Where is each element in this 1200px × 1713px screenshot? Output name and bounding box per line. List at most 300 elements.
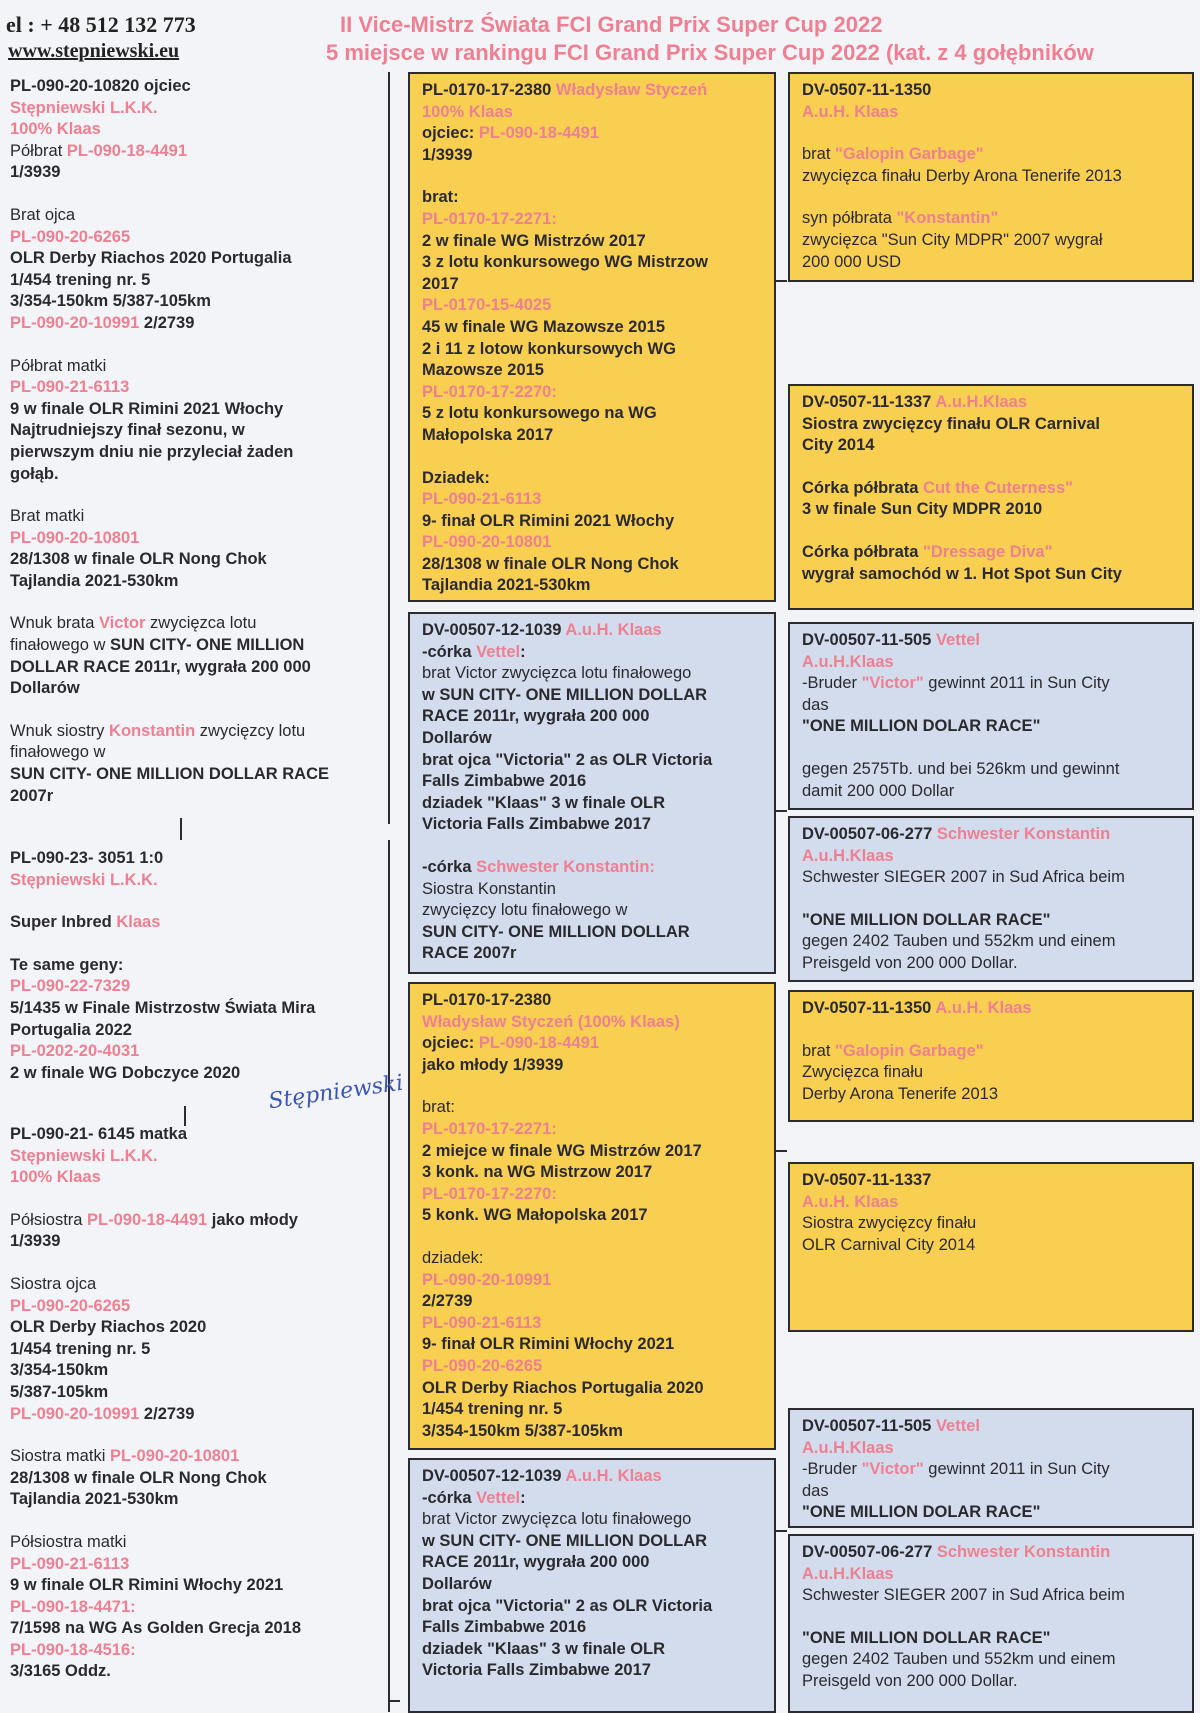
- card-line: [422, 360, 764, 382]
- line-text: Siostra ojca: [10, 1274, 97, 1293]
- line-text: das: [802, 1481, 829, 1500]
- line-text: Dziadek:: [422, 468, 490, 487]
- line-text: 7/1598 na WG As Golden Grecja 2018: [10, 1619, 302, 1638]
- card-line: [422, 663, 764, 685]
- card-line: [422, 1421, 764, 1443]
- card-line: [10, 1360, 388, 1382]
- card-line: [422, 1162, 764, 1184]
- card-line: [422, 1270, 764, 1292]
- card-line: [802, 1585, 1182, 1607]
- card-line: [802, 673, 1182, 695]
- connector-line: [390, 1700, 400, 1702]
- great-grandparent-card: [788, 384, 1194, 610]
- highlight-text: A.u.H.Klaas: [802, 846, 894, 865]
- highlight-text: PL-0202-20-4031: [10, 1042, 140, 1061]
- line-text: 9 w finale OLR Rimini Włochy 2021: [10, 1576, 284, 1595]
- great-grandparent-card: [788, 816, 1194, 982]
- line-text: 28/1308 w finale OLR Nong Chok: [422, 554, 679, 573]
- card-line: [422, 80, 764, 102]
- card-line: [422, 339, 764, 361]
- card-line: [10, 1554, 388, 1576]
- card-line: [10, 399, 388, 421]
- great-grandparent-card: [788, 1162, 1194, 1332]
- line-text: 9- finał OLR Rimini Włochy 2021: [422, 1335, 675, 1354]
- card-line: [10, 1041, 388, 1063]
- card-line: [10, 205, 388, 227]
- line-text: Małopolska 2017: [422, 425, 554, 444]
- card-line: [802, 1213, 1182, 1235]
- card-line: [802, 414, 1182, 436]
- highlight-text: "Dressage Diva": [923, 542, 1053, 561]
- line-text: RACE 2011r, wygrała 200 000: [422, 707, 650, 726]
- highlight-text: A.u.H.Klaas: [935, 393, 1028, 411]
- card-line: [10, 1296, 388, 1318]
- card-line: [802, 80, 1182, 102]
- card-line: [422, 857, 764, 879]
- card-line: [422, 1248, 764, 1270]
- highlight-text: PL-0170-17-2271:: [422, 209, 557, 228]
- great-grandparent-card: [788, 622, 1194, 810]
- card-line: [10, 1167, 388, 1189]
- card-line: [10, 786, 388, 808]
- card-line: [802, 695, 1182, 717]
- connector-line: [388, 1122, 390, 1712]
- highlight-text: Vettel: [476, 642, 521, 661]
- line-text: 3/354-150km: [10, 1361, 109, 1380]
- highlight-text: A.u.H. Klaas: [935, 999, 1032, 1017]
- line-text: Wnuk siostry: [10, 721, 110, 740]
- highlight-text: Konstantin: [109, 721, 196, 740]
- spacer: [10, 592, 388, 613]
- card-line: [10, 76, 388, 98]
- card-line: [10, 1124, 388, 1146]
- highlight-text: A.u.H.Klaas: [802, 652, 894, 671]
- card-line: [10, 657, 388, 679]
- line-text: zwycięzca finału Derby Arona Tenerife 2013: [802, 166, 1122, 185]
- line-text: 1/3939: [10, 163, 61, 182]
- highlight-text: Stępniewski L.K.K.: [10, 870, 158, 889]
- card-line: [422, 706, 764, 728]
- line-text: dziadek:: [422, 1248, 484, 1267]
- line-text: das: [802, 695, 829, 714]
- card-line: [802, 652, 1182, 674]
- card-line: [10, 1339, 388, 1361]
- card-line: [10, 613, 388, 635]
- line-text: zwycięzcy lotu: [195, 721, 306, 740]
- card-line: [10, 549, 388, 571]
- card-line: [422, 943, 764, 965]
- card-line: [802, 542, 1182, 564]
- card-line: [422, 511, 764, 533]
- line-text: Brat ojca: [10, 205, 76, 224]
- line-text: SUN CITY- ONE MILLION DOLLAR: [422, 922, 690, 941]
- highlight-text: Victor: [98, 614, 146, 633]
- line-text: ojciec:: [422, 124, 479, 143]
- card-line: [802, 478, 1182, 500]
- highlight-text: PL-090-20-10991: [10, 313, 140, 332]
- card-line: [10, 227, 388, 249]
- line-text: 2 miejce w finale WG Mistrzów 2017: [422, 1141, 702, 1160]
- card-line: [10, 998, 388, 1020]
- card-line: [10, 1489, 388, 1511]
- line-text: gegen 2402 Tauben und 552km und einem: [802, 932, 1116, 951]
- line-text: SUN CITY- ONE MILLION DOLLAR RACE: [10, 765, 329, 784]
- card-line: [10, 1661, 388, 1683]
- card-line: [802, 144, 1182, 166]
- card-line: [422, 1291, 764, 1313]
- line-text: 200 000 USD: [802, 252, 902, 271]
- highlight-text: PL-0170-17-2270:: [422, 382, 557, 401]
- line-text: Siostra zwycięzcy finału OLR Carnival: [802, 414, 1101, 433]
- card-line: [422, 382, 764, 404]
- card-line: [10, 1468, 388, 1490]
- spacer: [10, 700, 388, 721]
- line-text: DV-0507-11-1337: [802, 393, 936, 411]
- card-line: [422, 1399, 764, 1421]
- card-line: [422, 793, 764, 815]
- line-text: 3 w finale Sun City MDPR 2010: [802, 500, 1043, 519]
- highlight-text: "Galopin Garbage": [835, 1041, 984, 1060]
- card-line: [422, 1334, 764, 1356]
- connector-line: [775, 810, 787, 812]
- highlight-text: PL-090-20-10801: [109, 1447, 240, 1466]
- highlight-text: PL-090-20-10801: [10, 528, 140, 547]
- line-text: "ONE MILLION DOLAR RACE": [802, 1503, 1041, 1522]
- card-line: [10, 742, 388, 764]
- line-text: 2 w finale WG Dobczyce 2020: [10, 1063, 241, 1082]
- card-line: [10, 98, 388, 120]
- highlight-text: A.u.H.Klaas: [802, 1564, 894, 1583]
- line-text: brat:: [422, 188, 459, 207]
- card-line: [10, 1597, 388, 1619]
- card-line: [802, 630, 1182, 652]
- card-line: [10, 678, 388, 700]
- line-text: wygrał samochód w 1. Hot Spot Sun City: [802, 564, 1122, 583]
- dam-sire-card: [408, 982, 776, 1450]
- line-text: brat Victor zwycięzca lotu finałowego: [422, 664, 692, 683]
- spacer: [422, 166, 764, 187]
- card-line: [422, 1466, 764, 1488]
- line-text: 2017: [422, 274, 459, 293]
- highlight-text: PL-090-18-4491: [478, 124, 600, 143]
- line-text: 5 konk. WG Małopolska 2017: [422, 1206, 648, 1225]
- line-text: -córka: [422, 642, 477, 661]
- spacer: [10, 934, 388, 955]
- card-line: [10, 356, 388, 378]
- line-text: jako młody: [207, 1210, 298, 1229]
- card-line: [422, 102, 764, 124]
- highlight-text: A.u.H.Klaas: [802, 1438, 894, 1457]
- line-text: :: [520, 642, 526, 661]
- card-line: [802, 1062, 1182, 1084]
- line-text: 5/1435 w Finale Mistrzostw Świata Mira: [10, 998, 316, 1017]
- card-line: [422, 771, 764, 793]
- spacer: [802, 123, 1182, 144]
- line-text: DOLLAR RACE 2011r, wygrała 200 000: [10, 657, 311, 676]
- card-line: [10, 1210, 388, 1232]
- card-line: [10, 528, 388, 550]
- line-text: DV-00507-06-277: [802, 825, 937, 843]
- connector-line: [180, 818, 182, 840]
- card-line: [802, 1170, 1182, 1192]
- line-text: Super Inbred: [10, 913, 117, 932]
- phone-number: el : + 48 512 132 773: [6, 12, 196, 37]
- card-line: [802, 1438, 1182, 1460]
- card-line: [10, 506, 388, 528]
- line-text: PL-0170-17-2380: [422, 991, 552, 1009]
- card-line: [802, 931, 1182, 953]
- line-text: 45 w finale WG Mazowsze 2015: [422, 317, 666, 336]
- line-text: 2007r: [10, 786, 54, 805]
- card-line: [10, 1404, 388, 1426]
- highlight-text: "Konstantin": [896, 209, 999, 228]
- card-line: [422, 123, 764, 145]
- line-text: 5/387-105km: [10, 1382, 109, 1401]
- highlight-text: A.u.H. Klaas: [565, 621, 662, 639]
- line-text: finałowego w: [10, 636, 110, 655]
- highlight-text: Vettel: [935, 1417, 980, 1435]
- connector-line: [775, 280, 787, 282]
- card-line: [802, 1459, 1182, 1481]
- card-line: [802, 953, 1182, 975]
- line-text: Dollarów: [422, 728, 492, 747]
- line-text: pierwszym dniu nie przyleciał żaden: [10, 442, 294, 461]
- card-line: [422, 317, 764, 339]
- spacer: [422, 1076, 764, 1097]
- spacer: [10, 485, 388, 506]
- line-text: 2/2739: [139, 1404, 195, 1423]
- card-line: [10, 571, 388, 593]
- line-text: "ONE MILLION DOLLAR RACE": [802, 910, 1051, 929]
- sire-dam-card: [408, 612, 776, 974]
- card-line: [422, 1596, 764, 1618]
- highlight-text: Władysław Styczeń: [555, 81, 708, 99]
- line-text: 2 w finale WG Mistrzów 2017: [422, 231, 646, 250]
- highlight-text: PL-090-18-4491: [66, 141, 188, 160]
- card-line: [802, 392, 1182, 414]
- line-text: jako młody 1/3939: [422, 1055, 564, 1074]
- line-text: Zwycięzca finału: [802, 1063, 924, 1082]
- card-line: [802, 1192, 1182, 1214]
- line-text: DV-00507-11-505: [802, 631, 936, 649]
- card-line: [802, 1041, 1182, 1063]
- spacer: [802, 1020, 1182, 1041]
- line-text: 2/2739: [139, 313, 195, 332]
- great-grandparent-card: [788, 1534, 1194, 1713]
- great-grandparent-card: [788, 72, 1194, 282]
- line-text: 1/3939: [422, 145, 473, 164]
- highlight-text: PL-090-18-4491: [478, 1034, 600, 1053]
- line-text: PL-0170-17-2380: [422, 81, 556, 99]
- line-text: 1/454 trening nr. 5: [422, 1400, 563, 1419]
- highlight-text: 100% Klaas: [10, 1168, 101, 1187]
- card-line: [10, 248, 388, 270]
- line-text: Derby Arona Tenerife 2013: [802, 1084, 998, 1103]
- line-text: 3/3165 Oddz.: [10, 1662, 111, 1681]
- card-line: [802, 998, 1182, 1020]
- highlight-text: PL-0170-15-4025: [422, 296, 552, 315]
- line-text: Córka półbrata: [802, 478, 924, 497]
- line-text: syn półbrata: [802, 209, 897, 228]
- line-text: Victoria Falls Zimbabwe 2017: [422, 815, 651, 834]
- connector-line: [775, 1530, 787, 1532]
- card-line: [422, 468, 764, 490]
- line-text: dziadek "Klaas" 3 w finale OLR: [422, 793, 666, 812]
- card-line: [422, 1313, 764, 1335]
- line-text: Tajlandia 2021-530km: [422, 576, 591, 595]
- card-line: [802, 910, 1182, 932]
- line-text: brat ojca "Victoria" 2 as OLR Victoria: [422, 1596, 713, 1615]
- line-text: Falls Zimbabwe 2016: [422, 1618, 587, 1637]
- card-line: [802, 166, 1182, 188]
- spacer: [10, 1425, 388, 1446]
- card-line: [422, 728, 764, 750]
- card-line: [802, 1235, 1182, 1257]
- card-line: [422, 1574, 764, 1596]
- card-line: [422, 554, 764, 576]
- card-line: [422, 1488, 764, 1510]
- line-text: 5 z lotu konkursowego na WG: [422, 404, 657, 423]
- line-text: DV-0507-11-1350: [802, 999, 936, 1017]
- card-line: [422, 642, 764, 664]
- line-text: Półbrat: [10, 141, 67, 160]
- card-line: [802, 208, 1182, 230]
- line-text: brat: [802, 1041, 836, 1060]
- line-text: 1/454 trening nr. 5: [10, 1339, 151, 1358]
- card-line: [10, 464, 388, 486]
- card-line: [10, 377, 388, 399]
- highlight-text: Vettel: [935, 631, 980, 649]
- line-text: Schwester SIEGER 2007 in Sud Africa beim: [802, 1586, 1125, 1605]
- line-text: Siostra Konstantin: [422, 879, 556, 898]
- card-line: [802, 102, 1182, 124]
- card-line: [10, 1231, 388, 1253]
- card-line: [422, 685, 764, 707]
- great-grandparent-card: [788, 1408, 1194, 1528]
- line-text: PL-090-23- 3051 1:0: [10, 849, 164, 867]
- card-line: [422, 145, 764, 167]
- highlight-text: "Victor": [861, 1460, 924, 1479]
- highlight-text: Schwester Konstantin:: [476, 857, 655, 876]
- card-line: [802, 759, 1182, 781]
- sire-card: [0, 76, 388, 818]
- line-text: Te same geny:: [10, 955, 124, 974]
- line-text: Tajlandia 2021-530km: [10, 571, 179, 590]
- dam-card: [0, 1124, 388, 1713]
- line-text: "ONE MILLION DOLAR RACE": [802, 717, 1041, 736]
- card-line: [422, 814, 764, 836]
- card-line: [802, 1649, 1182, 1671]
- line-text: 9- finał OLR Rimini 2021 Włochy: [422, 511, 675, 530]
- line-text: brat ojca "Victoria" 2 as OLR Victoria: [422, 750, 713, 769]
- bird-card: [0, 848, 388, 1110]
- highlight-text: PL-090-21-6113: [10, 378, 130, 397]
- spacer: [802, 457, 1182, 478]
- highlight-text: PL-090-18-4471:: [10, 1597, 136, 1616]
- card-line: [802, 499, 1182, 521]
- highlight-text: Klaas: [116, 913, 161, 932]
- card-line: [422, 1205, 764, 1227]
- spacer: [10, 1253, 388, 1274]
- card-line: [10, 313, 388, 335]
- card-line: [802, 824, 1182, 846]
- spacer: [422, 447, 764, 468]
- line-text: brat:: [422, 1098, 456, 1117]
- line-text: ojciec:: [422, 1034, 479, 1053]
- card-line: [10, 635, 388, 657]
- card-line: [422, 252, 764, 274]
- line-text: zwycięzca lotu: [145, 614, 257, 633]
- card-line: [10, 1446, 388, 1468]
- connector-line: [388, 72, 390, 824]
- card-line: [422, 1356, 764, 1378]
- card-line: [10, 291, 388, 313]
- line-text: DV-00507-12-1039: [422, 621, 566, 639]
- line-text: Wnuk brata: [10, 614, 99, 633]
- line-text: DV-00507-11-505: [802, 1417, 936, 1435]
- card-line: [802, 1084, 1182, 1106]
- card-line: [10, 1382, 388, 1404]
- card-line: [422, 1552, 764, 1574]
- card-line: [10, 1317, 388, 1339]
- card-line: [422, 1617, 764, 1639]
- line-text: Dollarów: [422, 1574, 492, 1593]
- highlight-text: Władysław Styczeń (100% Klaas): [422, 1012, 680, 1031]
- line-text: DV-00507-12-1039: [422, 1467, 566, 1485]
- card-line: [422, 575, 764, 597]
- spacer: [802, 889, 1182, 910]
- card-line: [10, 420, 388, 442]
- highlight-text: PL-090-21-6113: [422, 1313, 542, 1332]
- highlight-text: A.u.H. Klaas: [802, 1192, 899, 1211]
- line-text: Półbrat matki: [10, 356, 107, 375]
- card-line: [10, 764, 388, 786]
- highlight-text: Stępniewski L.K.K.: [10, 98, 158, 117]
- highlight-text: Schwester Konstantin: [936, 825, 1111, 843]
- line-text: Najtrudniejszy finał sezonu, w: [10, 421, 245, 440]
- sire-sire-card: [408, 72, 776, 602]
- spacer: [10, 335, 388, 356]
- card-line: [10, 1618, 388, 1640]
- card-line: [422, 425, 764, 447]
- card-line: [802, 252, 1182, 274]
- line-text: :: [520, 1488, 526, 1507]
- line-text: 28/1308 w finale OLR Nong Chok: [10, 550, 267, 569]
- card-line: [802, 435, 1182, 457]
- line-text: Tajlandia 2021-530km: [10, 1490, 179, 1509]
- line-text: SUN CITY- ONE MILLION: [109, 636, 305, 655]
- card-line: [10, 870, 388, 892]
- highlight-text: PL-090-18-4491: [87, 1210, 208, 1229]
- spacer: [422, 1227, 764, 1248]
- header-title-1: II Vice-Mistrz Świata FCI Grand Prix Super Cup 2022: [340, 12, 883, 37]
- card-line: [802, 867, 1182, 889]
- highlight-text: PL-090-20-6265: [10, 227, 131, 246]
- website-link[interactable]: www.stepniewski.eu: [8, 40, 180, 62]
- highlight-text: PL-090-21-6113: [10, 1554, 130, 1573]
- card-line: [10, 1020, 388, 1042]
- line-text: zwycięzcy lotu finałowego w: [422, 901, 628, 920]
- card-line: [802, 564, 1182, 586]
- highlight-text: A.u.H. Klaas: [565, 1467, 662, 1485]
- spacer: [802, 738, 1182, 759]
- card-line: [422, 1033, 764, 1055]
- card-line: [10, 912, 388, 934]
- line-text: Półsiostra matki: [10, 1532, 127, 1551]
- line-text: Siostra matki: [10, 1447, 110, 1466]
- line-text: Półsiostra: [10, 1210, 88, 1229]
- line-text: OLR Derby Riachos Portugalia 2020: [422, 1378, 704, 1397]
